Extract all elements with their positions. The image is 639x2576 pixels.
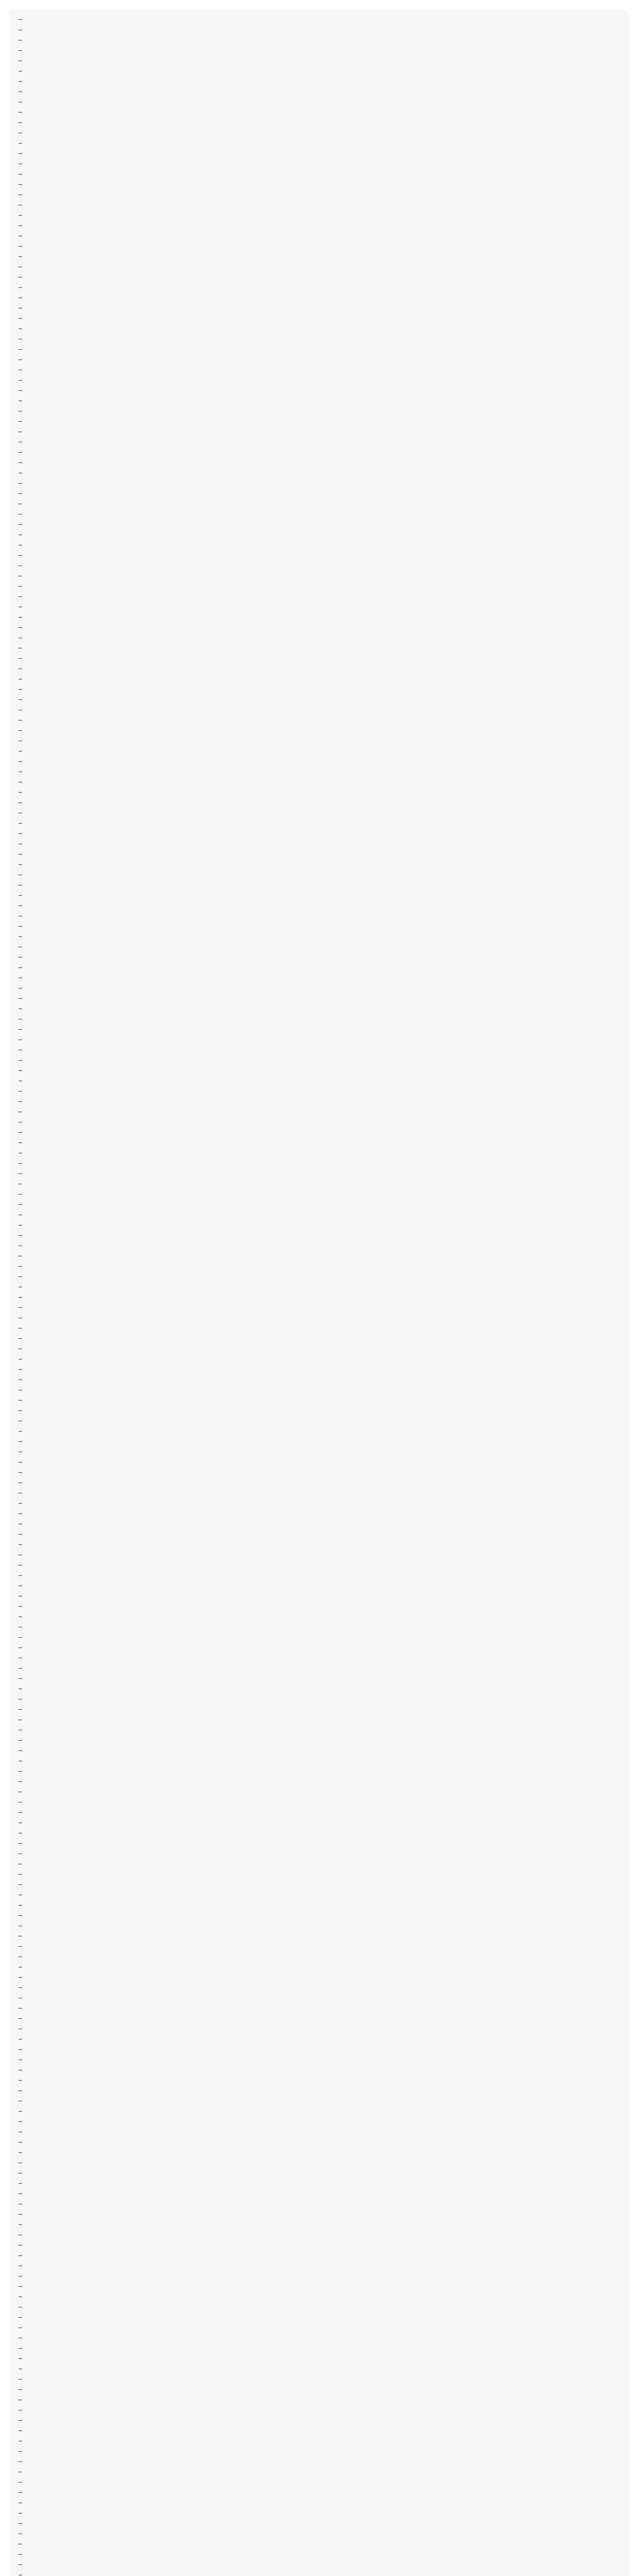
code-line: …	[19, 1416, 22, 1423]
code-line: …	[19, 396, 22, 403]
code-line: …	[19, 1251, 22, 1258]
code-line: …	[19, 726, 22, 733]
code-line: …	[19, 1602, 22, 1608]
code-line: …	[19, 643, 22, 650]
code-line: …	[19, 2251, 22, 2258]
code-line: …	[19, 1653, 22, 1660]
code-line: …	[19, 427, 22, 434]
code-line: …	[19, 170, 22, 176]
code-line: …	[19, 2158, 22, 2165]
code-line: …	[19, 1406, 22, 1413]
code-line: …	[19, 2488, 22, 2495]
code-line: …	[19, 355, 22, 362]
code-line: …	[19, 1035, 22, 1042]
code-line: …	[19, 819, 22, 825]
code-line: …	[19, 2395, 22, 2402]
code-line: …	[19, 1282, 22, 1289]
code-line: …	[19, 1190, 22, 1196]
code-line: …	[19, 1870, 22, 1876]
code-line: …	[19, 1818, 22, 1825]
code-line: …	[19, 1530, 22, 1536]
code-line: …	[19, 1004, 22, 1011]
code-line: …	[19, 1880, 22, 1887]
code-line: …	[19, 1272, 22, 1279]
code-line: …	[19, 1097, 22, 1104]
code-line: …	[19, 2199, 22, 2206]
code-line: …	[19, 221, 22, 228]
code-line: …	[19, 2045, 22, 2052]
code-line: …	[19, 97, 22, 104]
code-line: …	[19, 180, 22, 187]
code-line: …	[19, 613, 22, 619]
code-line: …	[19, 1519, 22, 1526]
code-line: …	[19, 2282, 22, 2289]
code-line: …	[19, 1674, 22, 1681]
code-line: …	[19, 1488, 22, 1495]
code-line: …	[19, 860, 22, 867]
code-line: …	[19, 345, 22, 351]
code-line: …	[19, 1633, 22, 1639]
code-line: …	[19, 922, 22, 928]
code-line: …	[19, 2344, 22, 2350]
code-line: …	[19, 293, 22, 300]
code-line: …	[19, 2168, 22, 2175]
code-line: …	[19, 2076, 22, 2082]
code-line: …	[19, 211, 22, 217]
code-line: …	[19, 1354, 22, 1361]
code-line: …	[19, 1746, 22, 1753]
code-line: …	[19, 1777, 22, 1784]
code-line: …	[19, 1911, 22, 1918]
code-line: …	[19, 2210, 22, 2216]
code-line: …	[19, 1344, 22, 1351]
code-line: …	[19, 1045, 22, 1052]
code-line: …	[19, 2086, 22, 2093]
code-line: …	[19, 1643, 22, 1650]
code-line: …	[19, 2519, 22, 2526]
code-line: …	[19, 386, 22, 393]
code-line: …	[19, 2179, 22, 2185]
code-line: …	[19, 973, 22, 980]
code-line: …	[19, 654, 22, 660]
code-line: …	[19, 664, 22, 671]
code-line: …	[19, 891, 22, 897]
code-line: …	[19, 685, 22, 691]
code-line: …	[19, 2261, 22, 2268]
code-line: …	[19, 273, 22, 279]
code-line: …	[19, 2354, 22, 2361]
code-line: …	[19, 1705, 22, 1711]
code-line: …	[19, 1210, 22, 1217]
code-line: …	[19, 808, 22, 815]
code-line: …	[19, 829, 22, 836]
code-line: …	[19, 242, 22, 248]
code-line: …	[19, 1859, 22, 1866]
code-line: …	[19, 1200, 22, 1207]
code-line: …	[19, 1622, 22, 1629]
code-line: …	[19, 1458, 22, 1464]
code-line: …	[19, 2478, 22, 2484]
code-lines	[19, 13, 620, 2576]
code-line: …	[19, 2509, 22, 2515]
code-line: …	[19, 747, 22, 753]
code-line: …	[19, 2241, 22, 2247]
code-line: …	[19, 880, 22, 887]
code-line: …	[19, 1138, 22, 1145]
code-line: …	[19, 190, 22, 197]
code-line: …	[19, 2333, 22, 2340]
code-line: …	[19, 984, 22, 990]
code-line: …	[19, 1468, 22, 1475]
code-line: …	[19, 1437, 22, 1444]
code-line: …	[19, 561, 22, 568]
code-line: …	[19, 1148, 22, 1155]
code-line: …	[19, 283, 22, 290]
code-line: …	[19, 2323, 22, 2330]
code-line: …	[19, 870, 22, 877]
code-line: …	[19, 757, 22, 764]
code-line: …	[19, 1664, 22, 1670]
code-line: …	[19, 1385, 22, 1392]
code-line: …	[19, 1540, 22, 1547]
code-line: …	[19, 365, 22, 372]
code-line: …	[19, 592, 22, 599]
code-line: …	[19, 376, 22, 382]
code-line: …	[19, 582, 22, 588]
code-line: …	[19, 2447, 22, 2453]
code-line: …	[19, 108, 22, 114]
code-line: …	[19, 2539, 22, 2546]
code-line: …	[19, 1550, 22, 1557]
code-line: …	[19, 1942, 22, 1948]
code-line: …	[19, 788, 22, 794]
code-line: …	[19, 1179, 22, 1186]
code-line: …	[19, 159, 22, 166]
code-line: …	[19, 46, 22, 53]
code-line: …	[19, 1241, 22, 1248]
code-line: …	[19, 2107, 22, 2113]
code-line: …	[19, 2560, 22, 2567]
code-line: …	[19, 510, 22, 516]
code-line: …	[19, 2065, 22, 2072]
code-line: …	[19, 1303, 22, 1310]
code-line: …	[19, 777, 22, 784]
code-line: …	[19, 1159, 22, 1165]
code-line: …	[19, 2292, 22, 2299]
code-line: …	[19, 1890, 22, 1897]
code-line: …	[19, 1334, 22, 1341]
code-line: …	[19, 1993, 22, 2000]
code-line: …	[19, 128, 22, 135]
code-line: …	[19, 602, 22, 609]
code-line: …	[19, 252, 22, 259]
code-line: …	[19, 530, 22, 537]
code-line: …	[19, 2055, 22, 2062]
code-line: …	[19, 2024, 22, 2031]
code-line: …	[19, 2127, 22, 2134]
code-line: …	[19, 2035, 22, 2041]
code-panel	[10, 9, 629, 2576]
code-line: …	[19, 2004, 22, 2010]
code-line: …	[19, 1509, 22, 1516]
code-line: …	[19, 551, 22, 557]
code-line: …	[19, 2529, 22, 2536]
code-line: …	[19, 1014, 22, 1021]
code-line: …	[19, 1499, 22, 1505]
code-line: …	[19, 2230, 22, 2237]
code-line: …	[19, 2385, 22, 2392]
code-line: …	[19, 1952, 22, 1959]
code-line: …	[19, 1684, 22, 1691]
code-line: …	[19, 2457, 22, 2464]
code-line: …	[19, 56, 22, 63]
code-line: …	[19, 1076, 22, 1083]
code-line: …	[19, 1561, 22, 1567]
code-line: …	[19, 1128, 22, 1134]
code-line: …	[19, 2550, 22, 2556]
code-line: …	[19, 77, 22, 83]
code-line: …	[19, 1767, 22, 1773]
code-line: …	[19, 1293, 22, 1299]
code-line: …	[19, 911, 22, 918]
code-line: …	[19, 2096, 22, 2103]
code-line: …	[19, 262, 22, 269]
code-line: …	[19, 2189, 22, 2196]
code-line: …	[19, 1591, 22, 1598]
code-line: …	[19, 633, 22, 640]
code-line: …	[19, 25, 22, 32]
code-line: …	[19, 2364, 22, 2371]
code-line: …	[19, 1056, 22, 1062]
code-line: …	[19, 540, 22, 547]
code-line: …	[19, 963, 22, 970]
code-line: …	[19, 1921, 22, 1928]
code-line: …	[19, 1839, 22, 1845]
code-line: …	[19, 324, 22, 331]
code-line: …	[19, 66, 22, 73]
code-line: …	[19, 1221, 22, 1227]
code-line: …	[19, 1447, 22, 1454]
code-line: …	[19, 623, 22, 630]
code-line: …	[19, 1396, 22, 1402]
code-line: …	[19, 2220, 22, 2227]
code-line: …	[19, 458, 22, 465]
code-line: …	[19, 716, 22, 722]
code-line: …	[19, 2416, 22, 2422]
code-line: …	[19, 1478, 22, 1485]
code-line: …	[19, 2138, 22, 2144]
code-line: …	[19, 1375, 22, 1382]
code-line: …	[19, 1087, 22, 1093]
code-line: …	[19, 1231, 22, 1238]
code-line: …	[19, 406, 22, 413]
code-line: …	[19, 1736, 22, 1742]
code-line: …	[19, 1313, 22, 1320]
code-line: …	[19, 1725, 22, 1732]
code-line: …	[19, 2272, 22, 2278]
code-line: …	[19, 1962, 22, 1969]
code-line: …	[19, 1066, 22, 1073]
code-line: …	[19, 334, 22, 341]
code-line: …	[19, 479, 22, 485]
code-line: …	[19, 1107, 22, 1114]
code-line: …	[19, 489, 22, 496]
code-line: …	[19, 2302, 22, 2309]
code-line: …	[19, 149, 22, 156]
code-line: …	[19, 994, 22, 1001]
code-line: …	[19, 850, 22, 856]
code-line: …	[19, 2375, 22, 2381]
code-line: …	[19, 139, 22, 145]
code-line: …	[19, 1694, 22, 1701]
code-line: …	[19, 1025, 22, 1031]
code-line: …	[19, 1324, 22, 1330]
code-line: …	[19, 87, 22, 94]
code-line: …	[19, 1117, 22, 1124]
code-line: …	[19, 1901, 22, 1907]
code-line: …	[19, 1169, 22, 1176]
code-line: …	[19, 36, 22, 42]
code-line: …	[19, 1983, 22, 1990]
code-line: …	[19, 674, 22, 681]
code-line: …	[19, 2467, 22, 2474]
code-line: …	[19, 1798, 22, 1804]
code-line: …	[19, 1808, 22, 1815]
code-line: …	[19, 1931, 22, 1938]
code-line: …	[19, 314, 22, 320]
code-line: …	[19, 932, 22, 939]
code-line: …	[19, 2570, 22, 2576]
code-line: …	[19, 1612, 22, 1619]
code-line: …	[19, 2313, 22, 2319]
code-line: …	[19, 499, 22, 506]
code-line: …	[19, 1715, 22, 1722]
code-line: …	[19, 2014, 22, 2021]
code-line: …	[19, 437, 22, 444]
code-line: …	[19, 1787, 22, 1794]
code-line: …	[19, 1756, 22, 1763]
code-line: …	[19, 839, 22, 846]
code-line: …	[19, 953, 22, 959]
code-line: …	[19, 448, 22, 454]
code-line: …	[19, 15, 22, 22]
code-line: …	[19, 736, 22, 743]
code-line: …	[19, 231, 22, 238]
code-line: …	[19, 2436, 22, 2443]
code-line: …	[19, 2148, 22, 2155]
code-line: …	[19, 705, 22, 712]
code-line: …	[19, 1427, 22, 1433]
code-line: …	[19, 1581, 22, 1588]
code-line: …	[19, 1973, 22, 1979]
code-line: …	[19, 417, 22, 423]
code-line: …	[19, 571, 22, 578]
code-line: …	[19, 303, 22, 310]
code-line: …	[19, 1828, 22, 1835]
code-line: …	[19, 1365, 22, 1371]
code-line: …	[19, 942, 22, 949]
code-line: …	[19, 2405, 22, 2412]
code-line: …	[19, 767, 22, 774]
code-line: …	[19, 2426, 22, 2433]
code-line: …	[19, 520, 22, 527]
code-line: …	[19, 468, 22, 475]
code-line: …	[19, 118, 22, 125]
code-line: …	[19, 1849, 22, 1856]
code-line: …	[19, 1262, 22, 1268]
code-line: …	[19, 1571, 22, 1578]
code-line: …	[19, 2498, 22, 2505]
code-line: …	[19, 200, 22, 207]
code-line: …	[19, 901, 22, 908]
code-line: …	[19, 2117, 22, 2124]
code-line: …	[19, 695, 22, 702]
code-line: …	[19, 798, 22, 805]
